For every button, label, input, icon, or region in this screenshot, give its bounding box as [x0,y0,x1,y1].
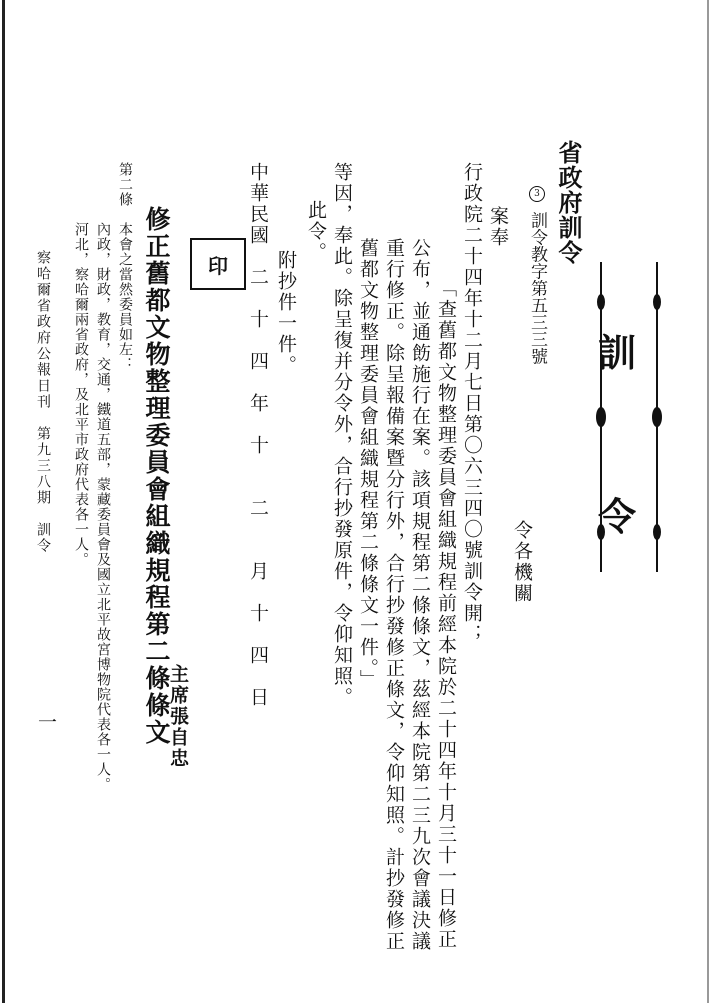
order-number [528,186,545,364]
body-line: 「查舊都文物整理委員會組織規程前經本院於二十四年十月三十一日修正 [435,278,457,950]
body-line: 重行修正。除呈報備案暨分行外，合行抄發修正條文，令仰知照。計抄發修正 [383,238,405,952]
numbered-bullet-icon: 3 [529,186,545,202]
ornament-rule-right-graphic [650,262,664,572]
attachment-heading: 修正舊都文物整理委員會組織規程第二條條文 [142,206,171,746]
body-label: 案奉 [487,206,509,248]
body-line: 此令。 [305,200,327,263]
page-edge-right [707,0,709,1003]
page-edge-left [2,0,5,1003]
issue-date: 中華民國 二 十 四 年 十 二 月 十 四 日 [247,162,269,708]
seal-stamp: 印 [190,238,246,290]
section-title-char-1: 訓 [598,330,637,375]
body-line: 舊都文物整理委員會組織規程第二條條文一件。」 [357,238,379,691]
body-line: 等因，奉此。除呈復并分令外，合行抄發原件，令仰知照。 [331,162,353,708]
article-label: 第二條 [117,162,133,207]
order-number-text: 訓令教字第五三三號 [527,211,547,365]
section-title-char-2: 令 [598,494,637,539]
article-line: 本會之當然委員如左： [117,222,133,372]
page-number: 一 [35,712,57,733]
publication-footer: 察哈爾省政府公報日刊 第九三八期 訓令 [35,250,51,554]
body-line: 行政院二十四年十二月七日第〇六三四〇號訓令開； [461,162,483,645]
document-title: 省政府訓令 [554,140,583,265]
article-line: 內政，財政，教育，交通，鐵道五部，蒙藏委員會及國立北平故宮博物院代表各一人。 [95,222,111,792]
addressee: 令各機關 [511,520,533,604]
signatory: 主席張自忠 [167,664,189,769]
body-line: 公布，並通飭施行在案。該項規程第二條條文，茲經本院第二三九次會議決議 [409,238,431,952]
article-line: 河北，察哈爾兩省政府，及北平市政府代表各一人。 [73,222,89,567]
attachment-note: 附抄件一件。 [275,250,297,376]
ornament-rule-right [650,262,664,572]
